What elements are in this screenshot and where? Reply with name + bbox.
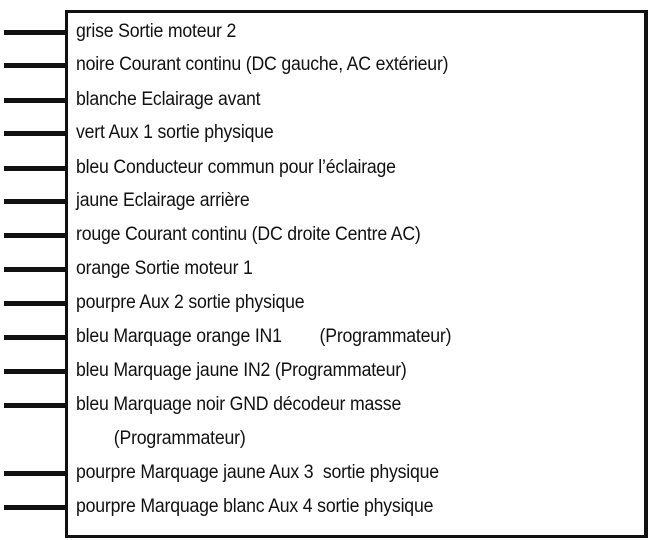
pin-wire-7 bbox=[4, 233, 65, 238]
pin-wire-14 bbox=[4, 471, 65, 476]
pin-label-8: orange Sortie moteur 1 bbox=[76, 258, 253, 279]
pin-label-4: vert Aux 1 sortie physique bbox=[76, 122, 274, 143]
pin-label-14: pourpre Marquage jaune Aux 3 sortie physique bbox=[76, 462, 439, 483]
pin-wire-2 bbox=[4, 63, 65, 68]
pin-label-15: pourpre Marquage blanc Aux 4 sortie physique bbox=[76, 496, 434, 517]
pin-wire-8 bbox=[4, 267, 65, 272]
pin-wire-12 bbox=[4, 403, 65, 408]
pin-wire-11 bbox=[4, 369, 65, 374]
pin-label-3: blanche Eclairage avant bbox=[76, 89, 261, 110]
pin-label-7: rouge Courant continu (DC droite Centre AC) bbox=[76, 224, 421, 245]
pin-wire-4 bbox=[4, 131, 65, 136]
pin-label-2: noire Courant continu (DC gauche, AC extérieur) bbox=[76, 54, 449, 75]
pin-wire-6 bbox=[4, 199, 65, 204]
pin-label-6: jaune Eclairage arrière bbox=[76, 190, 250, 211]
pin-label-9: pourpre Aux 2 sortie physique bbox=[76, 292, 305, 313]
pin-wire-15 bbox=[4, 505, 65, 510]
pin-wire-9 bbox=[4, 301, 65, 306]
pin-label-11: bleu Marquage jaune IN2 (Programmateur) bbox=[76, 360, 407, 381]
pin-label-10: bleu Marquage orange IN1 (Programmateur) bbox=[76, 326, 452, 347]
pin-wire-1 bbox=[4, 30, 65, 35]
pin-label-5: bleu Conducteur commun pour l’éclairage bbox=[76, 157, 396, 178]
pin-label-1: grise Sortie moteur 2 bbox=[76, 21, 237, 42]
pin-wire-5 bbox=[4, 166, 65, 171]
pin-wire-10 bbox=[4, 335, 65, 340]
pin-label-12: bleu Marquage noir GND décodeur masse bbox=[76, 394, 402, 415]
pin-label-13: (Programmateur) bbox=[76, 428, 246, 449]
pin-wire-3 bbox=[4, 98, 65, 103]
